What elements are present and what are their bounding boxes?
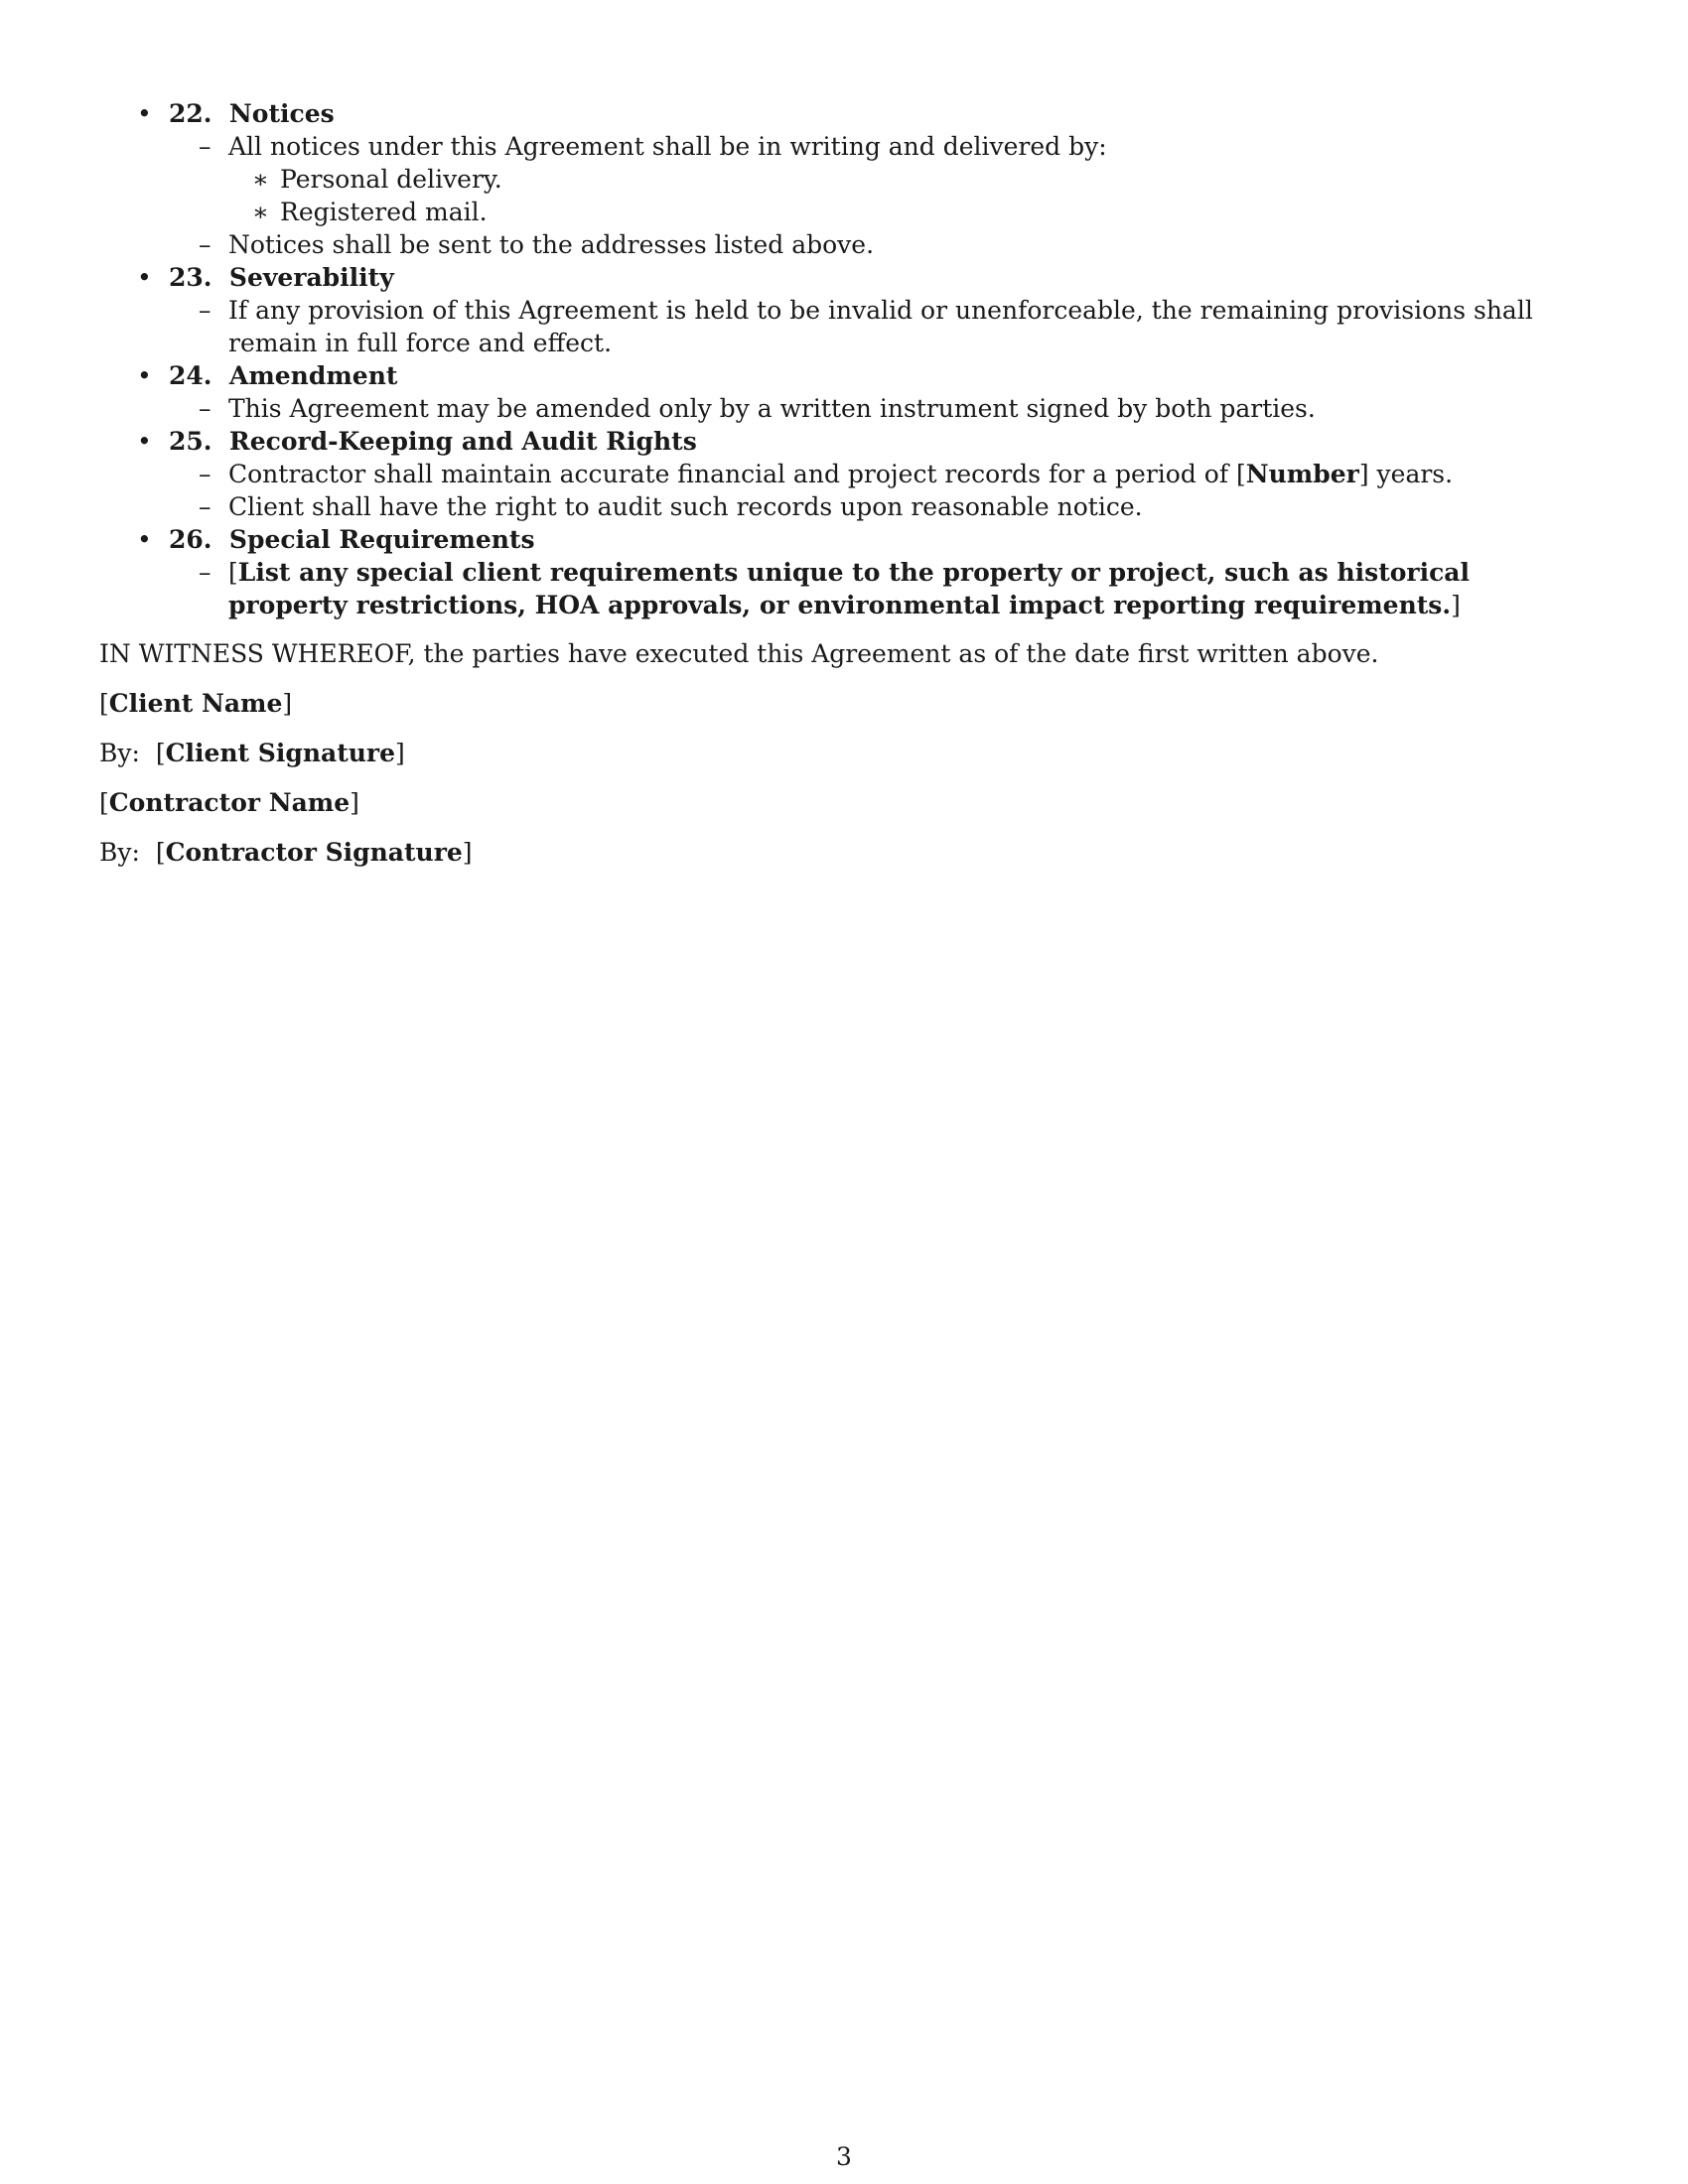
clause-list: [169, 458, 1589, 523]
clause-text: – All notices under this Agreement shall be in writing and delivered by:: [228, 130, 1589, 163]
subclause-item: [228, 163, 1589, 196]
clause-item: [169, 490, 1589, 523]
by-label: By:: [99, 739, 140, 767]
section-record-keeping: [99, 425, 1589, 523]
section-list: [99, 97, 1589, 621]
section-number: 25.: [169, 427, 212, 456]
subclause-item: [228, 196, 1589, 228]
clause-item: [169, 556, 1589, 621]
clause-item: [169, 458, 1589, 490]
section-title: Record-Keeping and Audit Rights: [228, 427, 697, 456]
clause-text: – Notices shall be sent to the addresses listed above.: [228, 228, 1589, 261]
clause-text-after: ] years.: [1358, 460, 1454, 488]
section-title: Amendment: [228, 361, 398, 390]
section-heading: [169, 359, 1589, 392]
contractor-signature-line: By: [Contractor Signature]: [99, 838, 473, 867]
contractor-signature-placeholder: Contractor Signature: [165, 838, 463, 867]
clause-text: [228, 458, 1589, 490]
clause-list: [169, 130, 1589, 261]
section-number: 24.: [169, 361, 212, 390]
section-heading: [169, 425, 1589, 458]
section-heading: [169, 97, 1589, 130]
by-label: By:: [99, 838, 140, 867]
subclause-text: ∗ Personal delivery.: [280, 163, 1589, 196]
client-signature-line: By: [Client Signature]: [99, 739, 405, 767]
section-special-requirements: [99, 523, 1589, 621]
witness-clause: IN WITNESS WHEREOF, the parties have executed this Agreement as of the date first written above.: [99, 639, 1379, 668]
subclause-list: [228, 163, 1589, 228]
clause-list: [169, 556, 1589, 621]
page-number: 3: [836, 2142, 852, 2171]
section-heading: [169, 261, 1589, 294]
section-number: 23.: [169, 263, 212, 292]
subclause-text: ∗ Registered mail.: [280, 196, 1589, 228]
clause-item: [169, 130, 1589, 228]
section-severability: [99, 261, 1589, 359]
client-signature-placeholder: Client Signature: [165, 739, 396, 767]
section-number: 26.: [169, 525, 212, 554]
client-name-placeholder: Client Name: [108, 689, 283, 718]
section-amendment: [99, 359, 1589, 425]
clause-list: [169, 392, 1589, 425]
section-heading: [169, 523, 1589, 556]
bracket-close: ]: [1451, 591, 1461, 619]
clause-item: [169, 294, 1589, 359]
contractor-name-placeholder: Contractor Name: [108, 788, 351, 817]
section-title: Notices: [228, 99, 335, 128]
placeholder-number: Number: [1245, 460, 1359, 488]
client-name-line: [Client Name]: [99, 689, 293, 718]
clause-item: [169, 228, 1589, 261]
placeholder-special-requirements: List any special client requirements unique to the property or project, such as historical property restrictions, HOA approvals, or environmental impact reporting requirements.: [228, 558, 1470, 619]
document-body: [99, 97, 1589, 869]
clause-text: – This Agreement may be amended only by a written instrument signed by both parties.: [228, 392, 1589, 425]
clause-text: – Client shall have the right to audit such records upon reasonable notice.: [228, 490, 1589, 523]
section-notices: [99, 97, 1589, 261]
section-number: 22.: [169, 99, 212, 128]
clause-list: [169, 294, 1589, 359]
clause-item: [169, 392, 1589, 425]
clause-text: [228, 556, 1589, 621]
bracket-open: [: [228, 558, 238, 587]
contractor-name-line: [Contractor Name]: [99, 788, 359, 817]
section-title: Severability: [228, 263, 394, 292]
section-title: Special Requirements: [228, 525, 535, 554]
clause-text: – If any provision of this Agreement is held to be invalid or unenforceable, the remaining provisions shall remain in full force and effect.: [228, 294, 1589, 359]
clause-text-before: Contractor shall maintain accurate financial and project records for a period of [: [228, 460, 1246, 488]
